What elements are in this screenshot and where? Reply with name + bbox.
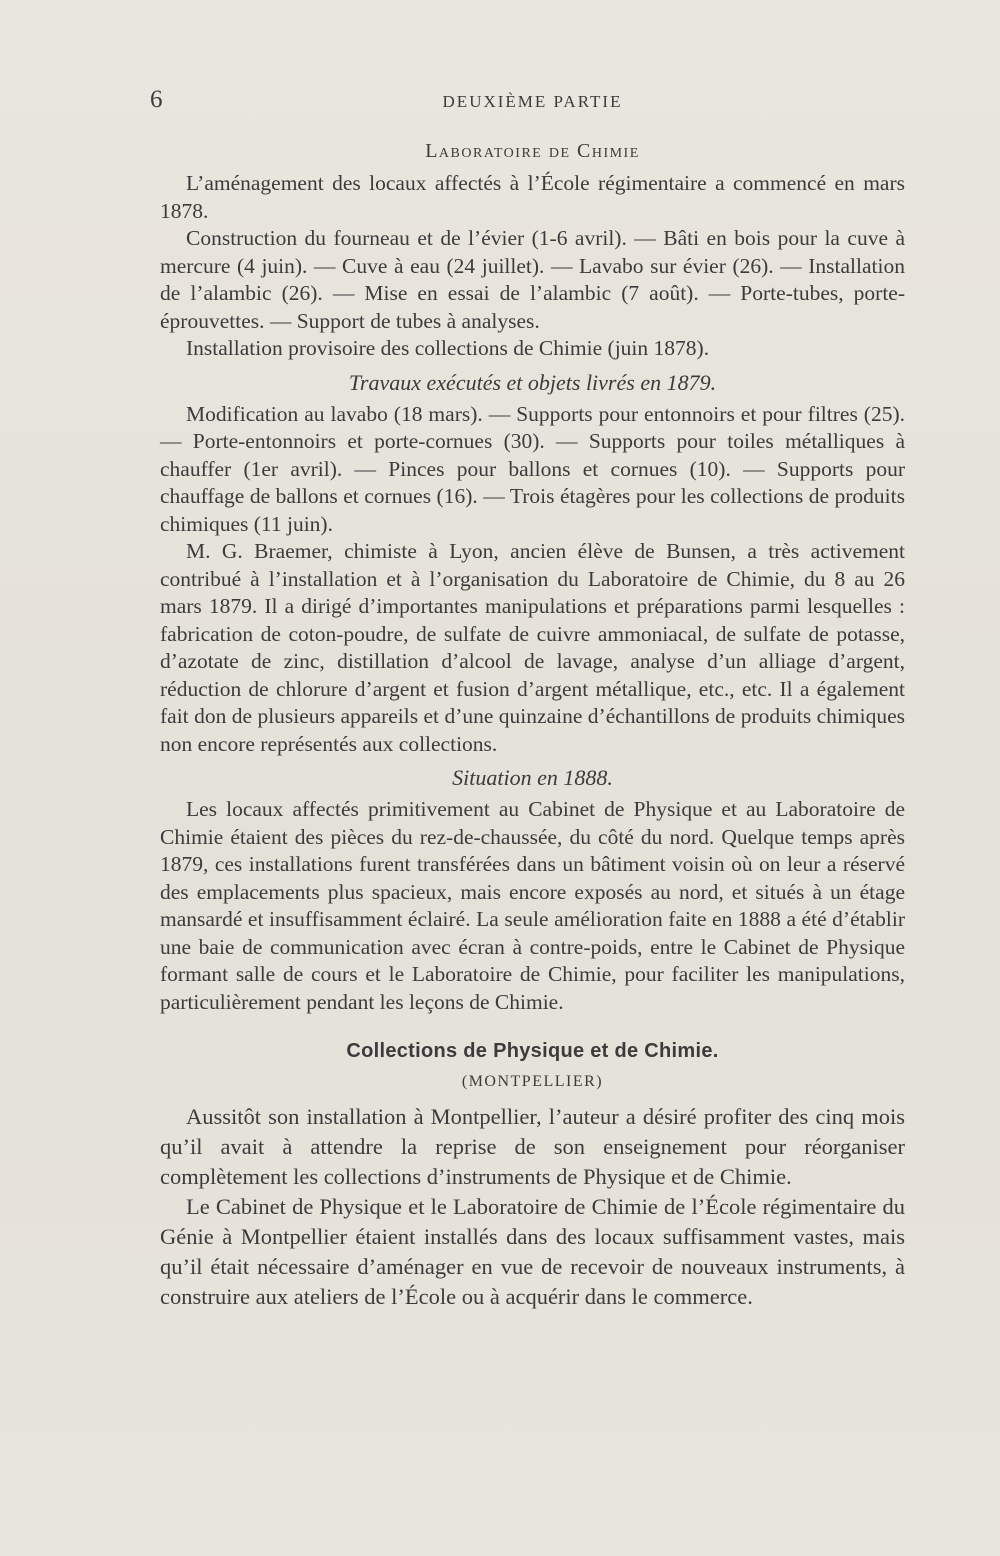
paragraph: Le Cabinet de Physique et le Laboratoire de Chimie de l’École régimentaire du Génie à Montpellier étaient installés dans des locaux suffisamment vastes, mais qu’il était nécessaire d’aménager en vue de recevoir de nouveaux instruments, à construire aux ateliers de l’École ou à acquérir dans le commerce.: [160, 1194, 905, 1309]
subheading-situation: Situation en 1888.: [452, 765, 613, 790]
subheading-travaux: Travaux exécutés et objets livrés en 1879.: [348, 369, 717, 395]
paragraph: Modification au lavabo (18 mars). — Supports pour entonnoirs et pour filtres (25). — Porte-entonnoirs et porte-cornues (30). — Supports pour toiles métalliques à chauffer (1er avril). — Pinces pour ballons et cornues (10). — Supports pour chauffage de ballons et cornues (16). — Trois étagères pour les collections de produits chimiques (11 juin).: [160, 401, 905, 536]
paragraph: L’aménagement des locaux affectés à l’École régimentaire a commencé en mars 1878.: [160, 171, 905, 223]
paragraph: M. G. Braemer, chimiste à Lyon, ancien élève de Bunsen, a très activement contribué à l’installation et à l’organisation du Laboratoire de Chimie, du 8 au 26 mars 1879. Il a dirigé d’importantes manipulations et préparations parmi lesquelles : fabrication de coton-poudre, de sulfate de cuivre ammoniacal, de sulfate de potasse, d’azotate de zinc, distillation d’alcool de lavage, analyse d’un alliage d’argent, réduction de chlorure d’argent et fusion d’argent métallique, etc., etc. Il a également fait don de plusieurs appareils et d’une quinzaine d’échantillons de produits chimiques non encore représentés aux collections.: [160, 539, 905, 756]
paragraph: Installation provisoire des collections de Chimie (juin 1878).: [186, 336, 710, 360]
subheading-montpellier: (MONTPELLIER): [461, 1073, 604, 1090]
paragraph: Les locaux affectés primitivement au Cabinet de Physique et au Laboratoire de Chimie étaient des pièces du rez-de-chaussée, du côté du nord. Quelque temps après 1879, ces installations furent transférées dans un bâtiment voisin où on leur a réservé des emplacements plus spacieux, mais encore exposés au nord, et situés à un étage mansardé et insuffisamment éclairé. La seule amélioration faite en 1888 a été d’établir une baie de communication avec écran à contre-poids, entre le Cabinet de Physique formant salle de cours et le Laboratoire de Chimie, pour faciliter les manipulations, particulièrement pendant les leçons de Chimie.: [160, 797, 905, 1014]
section-heading-collections: Collections de Physique et de Chimie.: [346, 1040, 719, 1062]
paragraph: Aussitôt son installation à Montpellier, l’auteur a désiré profiter des cinq mois qu’il avait à attendre la reprise de son enseignement pour réorganiser complètement les collections d’instruments de Physique et de Chimie.: [160, 1104, 905, 1189]
section-heading-laboratoire: Laboratoire de Chimie: [425, 140, 640, 162]
running-title: DEUXIÈME PARTIE: [442, 92, 623, 111]
page-header: [150, 86, 905, 120]
paragraph: Construction du fourneau et de l’évier (1-6 avril). — Bâti en bois pour la cuve à mercure (4 juin). — Cuve à eau (24 juillet). — Lavabo sur évier (26). — Installation de l’alambic (26). — Mise en essai de l’alambic (7 août). — Porte-tubes, porte-éprouvettes. — Support de tubes à analyses.: [160, 226, 905, 333]
page-body: [160, 138, 905, 1312]
page-number: 6: [150, 86, 163, 113]
